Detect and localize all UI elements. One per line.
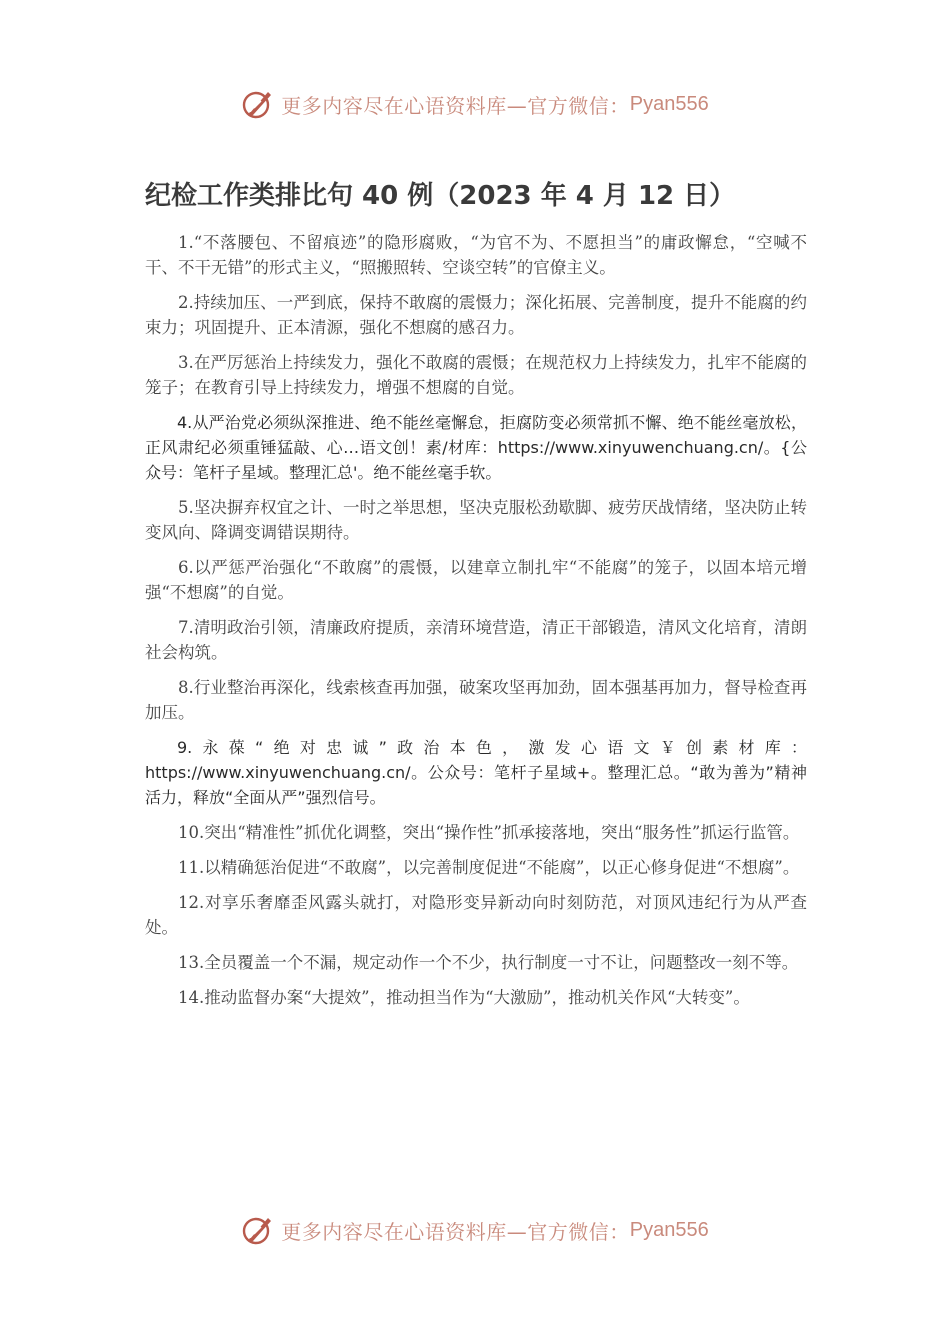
paragraph-6: 6.以严惩严治强化“不敢腐”的震慑，以建章立制扎牢“不能腐”的笼子，以固本培元增强“不想腐”的自觉。 xyxy=(145,558,807,602)
paragraph-5: 5.坚决摒弃权宜之计、一时之举思想，坚决克服松劲歇脚、疲劳厌战情绪，坚决防止转变风向、降调变调错误期待。 xyxy=(145,498,807,542)
paragraph-14: 14.推动监督办案“大提效”，推动担当作为“大激励”，推动机关作风“大转变”。 xyxy=(178,988,750,1007)
paragraph-11: 11.以精确惩治促进“不敢腐”，以完善制度促进“不能腐”，以正心修身促进“不想腐”。 xyxy=(178,858,800,877)
footer-banner xyxy=(0,1208,950,1252)
header-banner xyxy=(0,82,950,126)
paragraph-13: 13.全员覆盖一个不漏，规定动作一个不少，执行制度一寸不让，问题整改一刻不等。 xyxy=(178,953,799,972)
paragraph-10: 10.突出“精准性”抓优化调整，突出“操作性”抓承接落地，突出“服务性”抓运行监管。 xyxy=(178,823,800,842)
paragraph-7: 7.清明政治引领，清廉政府提质，亲清环境营造，清正干部锻造，清风文化培育，清朗社会构筑。 xyxy=(145,618,807,662)
logo-quill-icon xyxy=(241,1213,275,1247)
paragraph-1: 1.“不落腰包、不留痕迹”的隐形腐败，“为官不为、不愿担当”的庸政懈怠，“空喊不干、不干无错”的形式主义，“照搬照转、空谈空转”的官僚主义。 xyxy=(145,233,807,277)
document-body xyxy=(145,230,807,1020)
banner-text: 更多内容尽在心语资料库—官方微信： xyxy=(281,1219,630,1244)
paragraph-12: 12.对享乐奢靡歪风露头就打，对隐形变异新动向时刻防范，对顶风违纪行为从严查处。 xyxy=(145,893,807,937)
document-title: 纪检工作类排比句 40 例（2023 年 4 月 12 日） xyxy=(145,181,736,211)
banner-wechat-id: Pyan556 xyxy=(629,1218,709,1241)
paragraph-2: 2.持续加压、一严到底，保持不敢腐的震慑力；深化拓展、完善制度，提升不能腐的约束力；巩固提升、正本清源，强化不想腐的感召力。 xyxy=(145,293,807,337)
paragraph-9: 9.永葆“绝对忠诚”政治本色，激发心语文￥创素材库：https://www.xinyuwenchuang.cn/。公众号：笔杆子星域+。整理汇总。“敢为善为”精神活力，释放“全面从严”强烈信号。 xyxy=(145,738,807,807)
paragraph-3: 3.在严厉惩治上持续发力，强化不敢腐的震慑；在规范权力上持续发力，扎牢不能腐的笼子；在教育引导上持续发力，增强不想腐的自觉。 xyxy=(145,353,807,397)
paragraph-8: 8.行业整治再深化，线索核查再加强，破案攻坚再加劲，固本强基再加力，督导检查再加压。 xyxy=(145,678,807,722)
logo-quill-icon xyxy=(241,87,275,121)
banner-wechat-id: Pyan556 xyxy=(629,92,709,115)
banner-text: 更多内容尽在心语资料库—官方微信： xyxy=(281,93,630,118)
paragraph-4: 4.从严治党必须纵深推进、绝不能丝毫懈怠，拒腐防变必须常抓不懈、绝不能丝毫放松，正风肃纪必须重锤猛敲、心…语文创！素/材库：https://www.xinyuwenchuang.cn/。{公众号：笔杆子星域。整理汇总'。绝不能丝毫手软。 xyxy=(145,413,807,482)
